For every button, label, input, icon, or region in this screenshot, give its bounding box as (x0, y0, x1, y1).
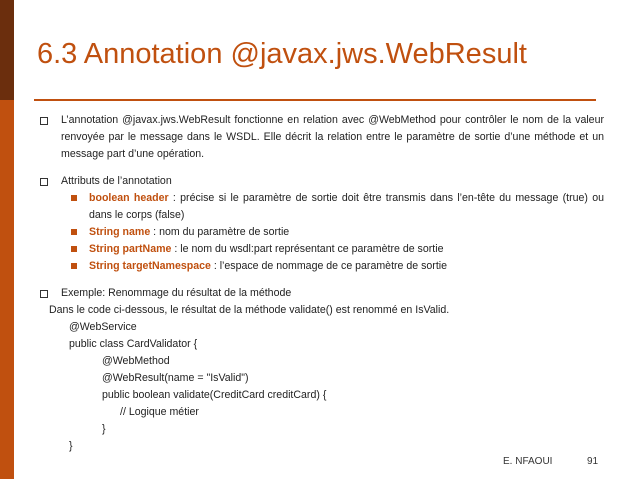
square-bullet-icon (40, 117, 48, 125)
title-underline (34, 99, 596, 101)
attribute-name: String partName (89, 243, 172, 255)
code-block (34, 319, 604, 455)
slide-title: 6.3 Annotation @javax.jws.WebResult (37, 38, 527, 70)
intro-text: L’annotation @javax.jws.WebResult fonctionne en relation avec @WebMethod pour contrôler le nom de la valeur renvoyée par le message dans le WSDL. Elle décrit la relation entre le paramètre de sortie d’une méthode et un message part d’une opération. (61, 114, 604, 160)
attribute-item-name (34, 224, 604, 241)
example-heading-text: Exemple: Renommage du résultat de la méthode (61, 287, 292, 299)
filled-square-bullet-icon (71, 229, 77, 235)
attribute-item-partname (34, 241, 604, 258)
code-line: } (102, 423, 106, 435)
code-line: } (69, 440, 73, 452)
attribute-name: String name (89, 226, 151, 238)
attribute-item-header (34, 190, 604, 224)
code-line: @WebResult(name = "IsValid") (102, 372, 249, 384)
filled-square-bullet-icon (71, 195, 77, 201)
footer-author: E. NFAOUI (503, 456, 553, 467)
page-number: 91 (587, 456, 599, 467)
square-bullet-icon (40, 178, 48, 186)
code-line: public boolean validate(CreditCard creditCard) { (102, 389, 327, 401)
attribute-description: : l’espace de nommage de ce paramètre de sortie (210, 260, 448, 272)
attribute-description: : le nom du wsdl:part représentant ce paramètre de sortie (171, 243, 444, 255)
code-line: public class CardValidator { (69, 338, 198, 350)
filled-square-bullet-icon (71, 246, 77, 252)
left-bar-orange-segment (0, 100, 14, 479)
left-bar-dark-segment (0, 0, 14, 100)
code-line: @WebService (69, 321, 137, 333)
attribute-description: : nom du paramètre de sortie (150, 226, 290, 238)
example-description: Dans le code ci-dessous, le résultat de la méthode validate() est renommé en IsValid. (49, 304, 450, 316)
slide-content (34, 112, 604, 455)
attribute-item-targetnamespace (34, 258, 604, 275)
attributes-heading-text: Attributs de l’annotation (61, 175, 172, 187)
code-line: // Logique métier (120, 406, 199, 418)
attributes-heading (34, 173, 604, 190)
attribute-name: boolean header (89, 192, 169, 204)
intro-paragraph (34, 112, 604, 163)
attribute-name: String targetNamespace (89, 260, 211, 272)
example-heading (34, 285, 604, 302)
left-accent-bar (0, 0, 14, 479)
square-bullet-icon (40, 290, 48, 298)
attribute-description: : précise si le paramètre de sortie doit être transmis dans l’en-tête du message (true) ou dans le corps (false) (89, 192, 605, 221)
filled-square-bullet-icon (71, 263, 77, 269)
code-line: @WebMethod (102, 355, 170, 367)
